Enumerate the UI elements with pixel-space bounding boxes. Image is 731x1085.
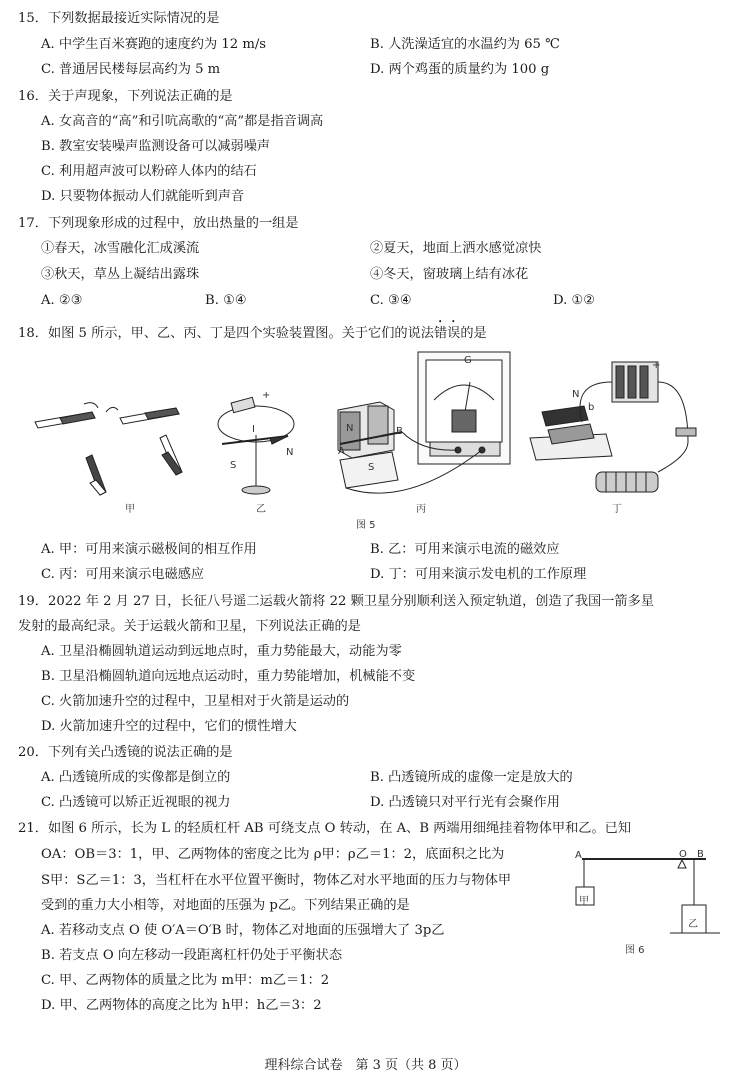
q15-stem: 15．下列数据最接近实际情况的是 xyxy=(18,11,220,26)
fig5-caption-ding: 丁 xyxy=(612,504,622,515)
q18-stem xyxy=(18,318,487,341)
q17-statement-1: ①春天，冰雪融化汇成溪流 xyxy=(41,241,200,256)
q17-option-c: C. ③④ xyxy=(370,293,412,308)
fig5-jia-magnets xyxy=(35,403,182,495)
q17-option-b: B. ①④ xyxy=(205,293,247,308)
fig5-label-current: I xyxy=(252,424,255,435)
q18-stem-emphasis: 错误 xyxy=(434,326,461,341)
q16-option-d: D. 只要物体振动人们就能听到声音 xyxy=(41,189,245,204)
q20-stem: 20．下列有关凸透镜的说法正确的是 xyxy=(18,745,233,760)
fig5-yi-oersted xyxy=(218,397,294,494)
q17-option-d: D. ①② xyxy=(553,293,596,308)
page-footer: 理科综合试卷 第 3 页（共 8 页） xyxy=(264,1058,467,1073)
q20-option-a: A. 凸透镜所成的实像都是倒立的 xyxy=(41,770,231,785)
q19-stem-line-2: 发射的最高纪录。关于运载火箭和卫星，下列说法正确的是 xyxy=(18,619,361,634)
q15-option-d: D. 两个鸡蛋的质量约为 100 g xyxy=(370,62,550,77)
q15-option-c: C. 普通居民楼每层高约为 5 m xyxy=(41,62,221,77)
q20-option-b: B. 凸透镜所成的虚像一定是放大的 xyxy=(370,770,573,785)
q17-option-a: A. ②③ xyxy=(41,293,83,308)
fig6-label-yi: 乙 xyxy=(688,919,698,930)
fig5-caption: 图 5 xyxy=(356,520,376,531)
q19-stem-line-1: 19．2022 年 2 月 27 日，长征八号遥二运载火箭将 22 颗卫星分别顺利送入预定轨道，创造了我国一箭多星 xyxy=(18,594,654,609)
q20-option-d: D. 凸透镜只对平行光有会聚作用 xyxy=(370,795,560,810)
q18-stem-post: 的是 xyxy=(460,326,487,341)
q19-option-b: B. 卫星沿椭圆轨道向远地点运动时，重力势能增加，机械能不变 xyxy=(41,669,416,684)
fig6-caption: 图 6 xyxy=(625,945,645,956)
q16-option-b: B. 教室安装噪声监测设备可以减弱噪声 xyxy=(41,139,271,154)
q17-statement-2: ②夏天，地面上洒水感觉凉快 xyxy=(370,241,542,256)
q21-stem-line-3: S甲：S乙＝1：3，当杠杆在水平位置平衡时，物体乙对水平地面的压力与物体甲 xyxy=(41,873,512,888)
figure-6 xyxy=(570,845,730,955)
q18-option-c: C. 丙：可用来演示电磁感应 xyxy=(41,567,205,582)
fig5-label-n-bing: N xyxy=(346,423,354,434)
q19-option-c: C. 火箭加速升空的过程中，卫星相对于火箭是运动的 xyxy=(41,694,350,709)
q15-option-b: B. 人洗澡适宜的水温约为 65 ℃ xyxy=(370,37,560,52)
fig5-ding-motor xyxy=(530,362,696,492)
fig6-label-jia: 甲 xyxy=(579,896,589,907)
fig5-label-s-bing: S xyxy=(368,462,375,473)
fig6-label-a: A xyxy=(575,850,582,861)
q21-option-d: D. 甲、乙两物体的高度之比为 h甲：h乙＝3：2 xyxy=(41,998,322,1013)
q15-option-a: A. 中学生百米赛跑的速度约为 12 m/s xyxy=(41,37,267,52)
fig5-label-plus: + xyxy=(262,390,271,401)
fig6-label-o: O xyxy=(679,849,687,860)
fig5-label-n-yi: N xyxy=(286,447,294,458)
fig5-label-n-ding: N xyxy=(572,389,580,400)
q20-option-c: C. 凸透镜可以矫正近视眼的视力 xyxy=(41,795,231,810)
q18-option-d: D. 丁：可用来演示发电机的工作原理 xyxy=(370,567,587,582)
q16-option-a: A. 女高音的“高”和引吭高歌的“高”都是指音调高 xyxy=(41,114,324,129)
q18-stem-pre: 18．如图 5 所示，甲、乙、丙、丁是四个实验装置图。关于它们的说法 xyxy=(18,326,434,341)
q21-stem-line-2: OA：OB＝3：1，甲、乙两物体的密度之比为 ρ甲：ρ乙＝1：2，底面积之比为 xyxy=(41,847,505,862)
fig5-label-g: G xyxy=(464,355,472,366)
fig5-label-b-ding: b xyxy=(588,402,595,413)
q19-option-a: A. 卫星沿椭圆轨道运动到远地点时，重力势能最大，动能为零 xyxy=(41,644,402,659)
q16-stem: 16．关于声现象，下列说法正确的是 xyxy=(18,89,233,104)
fig5-caption-bing: 丙 xyxy=(416,504,426,515)
q17-stem: 17．下列现象形成的过程中，放出热量的一组是 xyxy=(18,216,299,231)
fig6-label-b: B xyxy=(697,849,704,860)
fig5-caption-jia: 甲 xyxy=(125,504,135,515)
fig5-caption-yi: 乙 xyxy=(256,504,266,515)
q16-option-c: C. 利用超声波可以粉碎人体内的结石 xyxy=(41,164,257,179)
q17-statement-4: ④冬天，窗玻璃上结有冰花 xyxy=(370,267,529,282)
fig5-label-plus-ding: + xyxy=(652,360,661,371)
fig5-bing-induction xyxy=(338,352,510,493)
fig5-label-a-bing: A xyxy=(338,446,345,457)
q21-option-a: A. 若移动支点 O 使 O′A＝O′B 时，物体乙对地面的压强增大了 3p乙 xyxy=(41,923,445,938)
fig6-fulcrum xyxy=(678,860,686,868)
q19-option-d: D. 火箭加速升空的过程中，它们的惯性增大 xyxy=(41,719,297,734)
q17-statement-3: ③秋天，草丛上凝结出露珠 xyxy=(41,267,200,282)
q21-stem-line-4: 受到的重力大小相等，对地面的压强为 p乙。下列结果正确的是 xyxy=(41,898,410,913)
q21-stem-line-1: 21．如图 6 所示，长为 L 的轻质杠杆 AB 可绕支点 O 转动，在 A、B 两端用细绳挂着物体甲和乙。已知 xyxy=(18,821,632,836)
fig5-label-s-yi: S xyxy=(230,460,237,471)
fig5-label-b-bing: B xyxy=(396,426,403,437)
q21-option-b: B. 若支点 O 向左移动一段距离杠杆仍处于平衡状态 xyxy=(41,948,343,963)
q18-option-b: B. 乙：可用来演示电流的磁效应 xyxy=(370,542,560,557)
q18-option-a: A. 甲：可用来演示磁极间的相互作用 xyxy=(41,542,257,557)
q21-option-c: C. 甲、乙两物体的质量之比为 m甲：m乙＝1：2 xyxy=(41,973,330,988)
